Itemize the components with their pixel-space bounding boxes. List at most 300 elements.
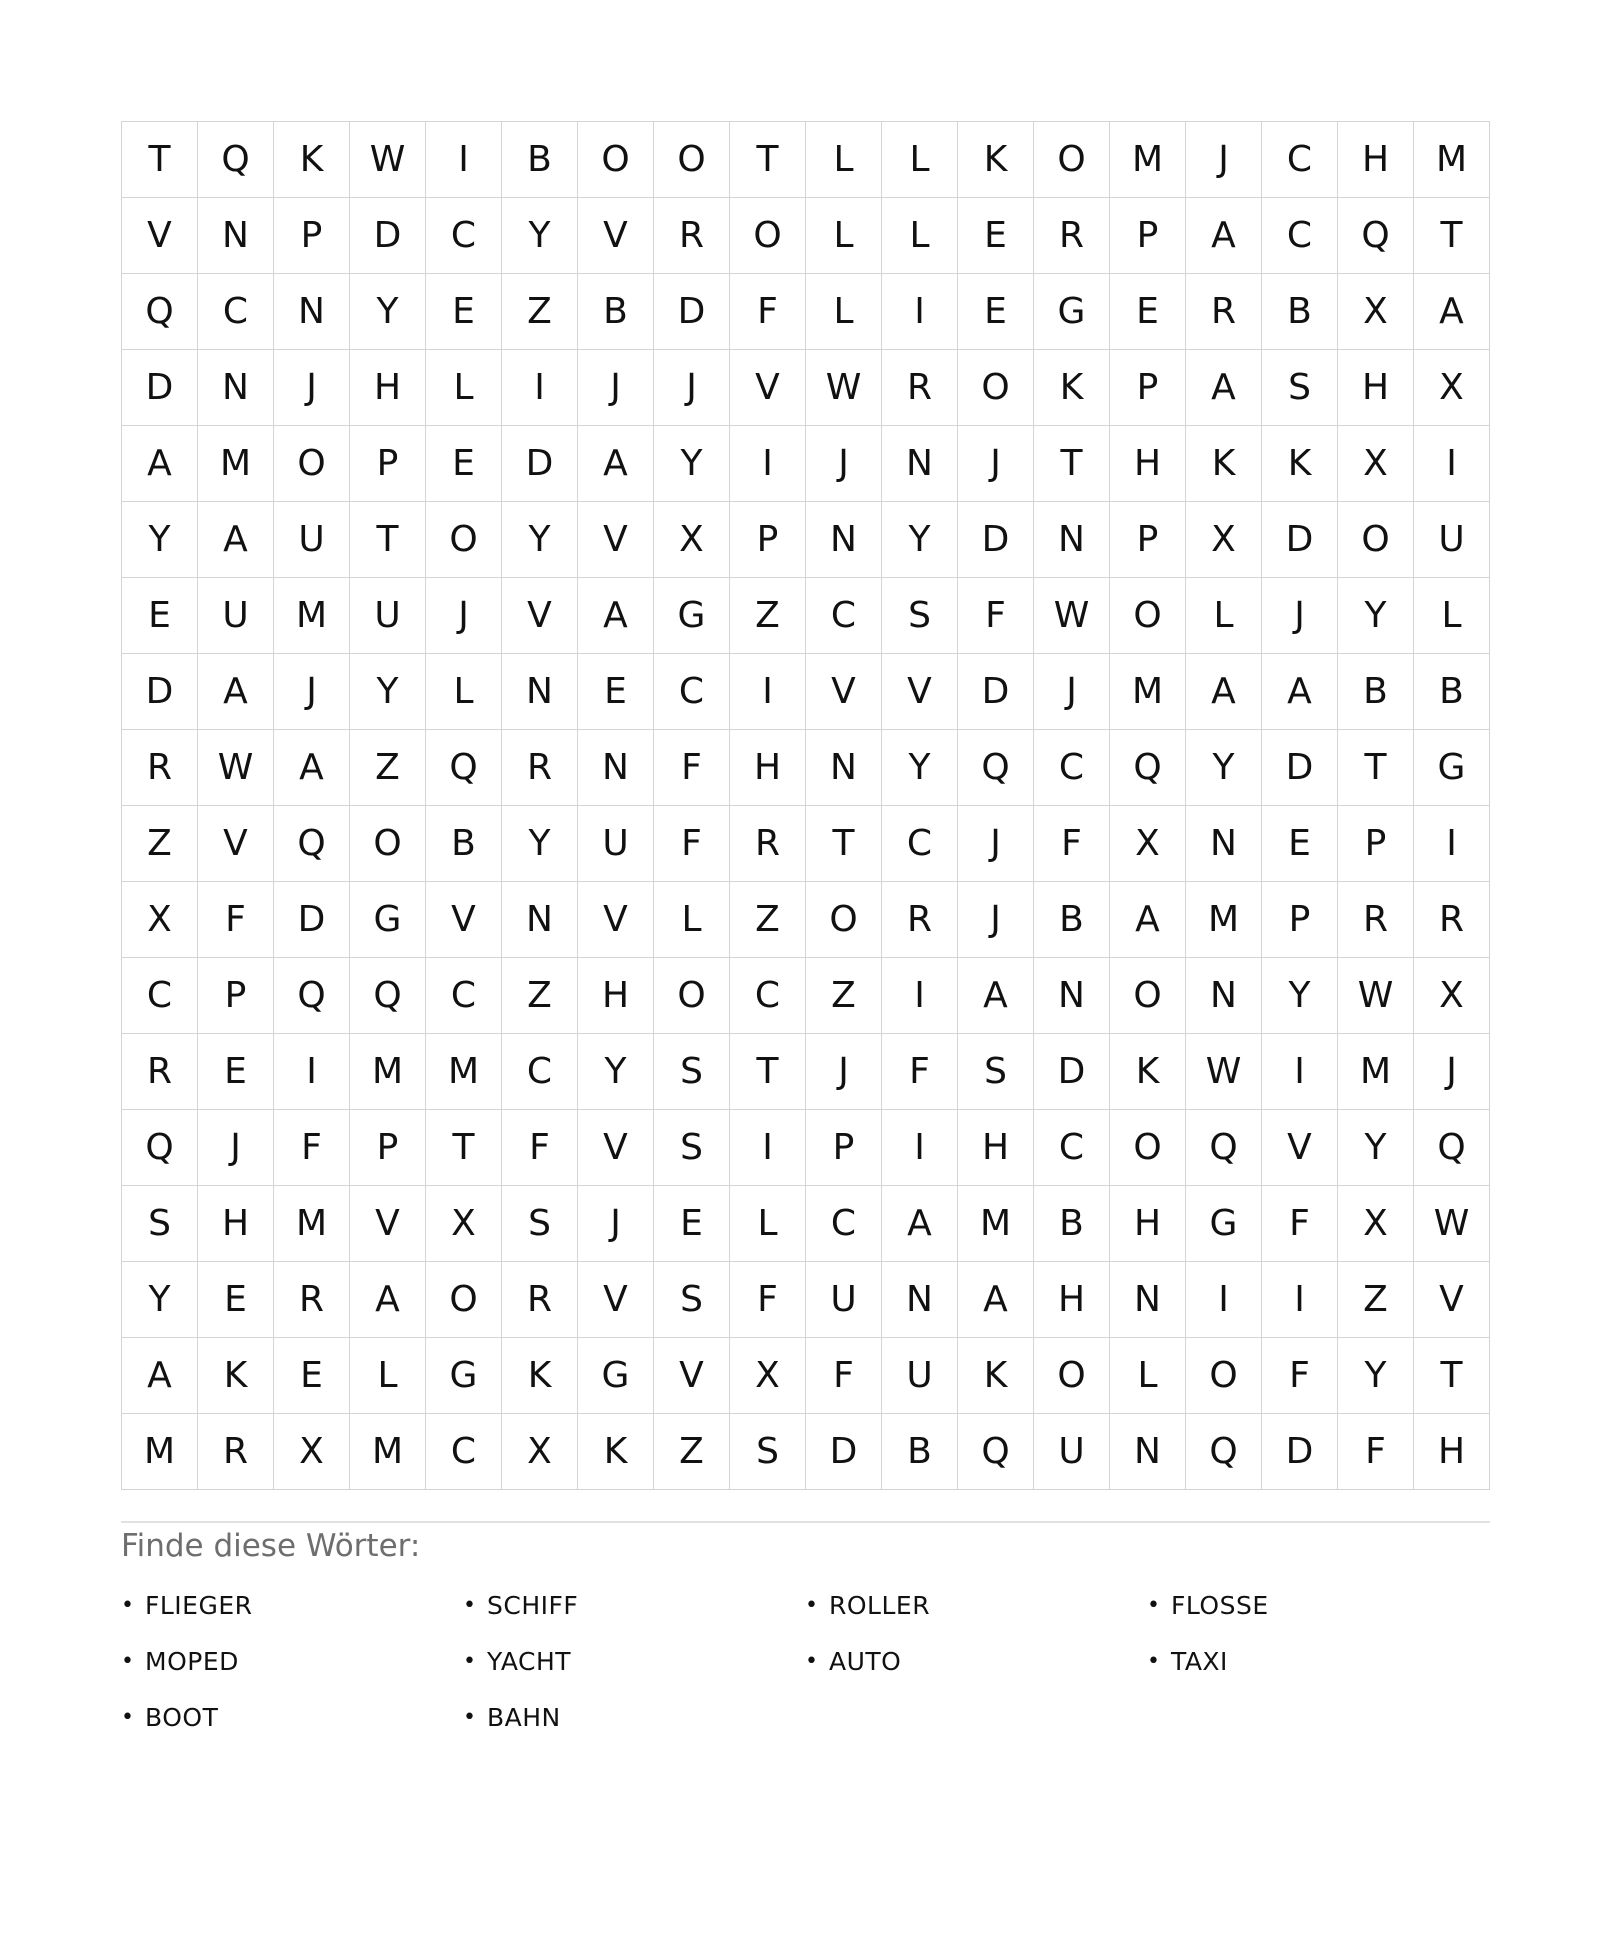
grid-cell[interactable]: I [502,350,578,426]
grid-cell[interactable]: Y [502,502,578,578]
grid-cell[interactable]: Z [122,806,198,882]
grid-cell[interactable]: N [1110,1414,1186,1490]
grid-cell[interactable]: W [1414,1186,1490,1262]
grid-cell[interactable]: C [198,274,274,350]
grid-cell[interactable]: X [1338,426,1414,502]
grid-cell[interactable]: M [350,1034,426,1110]
grid-cell[interactable]: O [1034,1338,1110,1414]
grid-cell[interactable]: Z [502,274,578,350]
grid-cell[interactable]: I [1262,1034,1338,1110]
grid-cell[interactable]: F [882,1034,958,1110]
grid-cell[interactable]: A [122,1338,198,1414]
grid-cell[interactable]: F [730,274,806,350]
grid-cell[interactable]: C [122,958,198,1034]
grid-cell[interactable]: H [198,1186,274,1262]
grid-cell[interactable]: L [654,882,730,958]
grid-cell[interactable]: G [654,578,730,654]
grid-cell[interactable]: I [730,1110,806,1186]
grid-cell[interactable]: S [882,578,958,654]
grid-cell[interactable]: D [1034,1034,1110,1110]
grid-cell[interactable]: Y [578,1034,654,1110]
grid-cell[interactable]: H [1110,426,1186,502]
grid-cell[interactable]: V [578,1262,654,1338]
grid-cell[interactable]: D [958,654,1034,730]
grid-cell[interactable]: A [122,426,198,502]
grid-cell[interactable]: I [1414,426,1490,502]
grid-cell[interactable]: L [806,274,882,350]
grid-cell[interactable]: K [198,1338,274,1414]
grid-cell[interactable]: Q [350,958,426,1034]
grid-cell[interactable]: X [1186,502,1262,578]
grid-cell[interactable]: Y [1262,958,1338,1034]
grid-cell[interactable]: G [350,882,426,958]
grid-cell[interactable]: L [426,350,502,426]
grid-cell[interactable]: R [730,806,806,882]
grid-cell[interactable]: Q [274,806,350,882]
grid-cell[interactable]: X [1414,350,1490,426]
grid-cell[interactable]: M [1186,882,1262,958]
grid-cell[interactable]: B [1034,1186,1110,1262]
grid-cell[interactable]: Q [426,730,502,806]
grid-cell[interactable]: D [1262,730,1338,806]
grid-cell[interactable]: L [350,1338,426,1414]
grid-cell[interactable]: W [198,730,274,806]
grid-cell[interactable]: E [122,578,198,654]
grid-cell[interactable]: F [654,806,730,882]
grid-cell[interactable]: T [1338,730,1414,806]
grid-cell[interactable]: N [1110,1262,1186,1338]
grid-cell[interactable]: C [654,654,730,730]
grid-cell[interactable]: O [1110,578,1186,654]
grid-cell[interactable]: I [882,958,958,1034]
grid-cell[interactable]: U [198,578,274,654]
grid-cell[interactable]: K [958,1338,1034,1414]
grid-cell[interactable]: Y [122,502,198,578]
grid-cell[interactable]: K [1034,350,1110,426]
grid-cell[interactable]: N [1034,958,1110,1034]
grid-cell[interactable]: T [1034,426,1110,502]
grid-cell[interactable]: M [274,578,350,654]
grid-cell[interactable]: F [654,730,730,806]
grid-cell[interactable]: Y [882,502,958,578]
grid-cell[interactable]: N [806,730,882,806]
grid-cell[interactable]: E [578,654,654,730]
grid-cell[interactable]: D [806,1414,882,1490]
grid-cell[interactable]: X [1338,274,1414,350]
grid-cell[interactable]: R [654,198,730,274]
grid-cell[interactable]: V [882,654,958,730]
grid-cell[interactable]: O [730,198,806,274]
grid-cell[interactable]: I [274,1034,350,1110]
grid-cell[interactable]: Y [882,730,958,806]
grid-cell[interactable]: J [1186,122,1262,198]
grid-cell[interactable]: P [274,198,350,274]
grid-cell[interactable]: J [1262,578,1338,654]
grid-cell[interactable]: O [654,958,730,1034]
grid-cell[interactable]: O [578,122,654,198]
grid-cell[interactable]: R [122,730,198,806]
grid-cell[interactable]: P [198,958,274,1034]
grid-cell[interactable]: H [1110,1186,1186,1262]
grid-cell[interactable]: M [1414,122,1490,198]
grid-cell[interactable]: M [1110,654,1186,730]
grid-cell[interactable]: Q [1414,1110,1490,1186]
grid-cell[interactable]: X [654,502,730,578]
grid-cell[interactable]: G [426,1338,502,1414]
grid-cell[interactable]: D [654,274,730,350]
grid-cell[interactable]: Z [502,958,578,1034]
grid-cell[interactable]: Y [1338,1110,1414,1186]
grid-cell[interactable]: W [1034,578,1110,654]
grid-cell[interactable]: F [730,1262,806,1338]
grid-cell[interactable]: P [1110,350,1186,426]
grid-cell[interactable]: U [806,1262,882,1338]
grid-cell[interactable]: F [958,578,1034,654]
grid-cell[interactable]: E [654,1186,730,1262]
grid-cell[interactable]: H [578,958,654,1034]
grid-cell[interactable]: B [1414,654,1490,730]
grid-cell[interactable]: I [882,1110,958,1186]
grid-cell[interactable]: M [958,1186,1034,1262]
grid-cell[interactable]: L [1110,1338,1186,1414]
grid-cell[interactable]: J [426,578,502,654]
grid-cell[interactable]: M [198,426,274,502]
grid-cell[interactable]: L [882,122,958,198]
grid-cell[interactable]: D [1262,1414,1338,1490]
grid-cell[interactable]: O [1338,502,1414,578]
grid-cell[interactable]: Y [350,654,426,730]
grid-cell[interactable]: R [1338,882,1414,958]
grid-cell[interactable]: C [1034,730,1110,806]
grid-cell[interactable]: R [1186,274,1262,350]
grid-cell[interactable]: Y [1338,578,1414,654]
grid-cell[interactable]: H [1414,1414,1490,1490]
grid-cell[interactable]: B [578,274,654,350]
grid-cell[interactable]: P [350,1110,426,1186]
grid-cell[interactable]: J [578,350,654,426]
grid-cell[interactable]: Q [198,122,274,198]
grid-cell[interactable]: B [1262,274,1338,350]
grid-cell[interactable]: Y [502,198,578,274]
grid-cell[interactable]: N [502,882,578,958]
grid-cell[interactable]: N [1034,502,1110,578]
grid-cell[interactable]: U [578,806,654,882]
grid-cell[interactable]: I [1414,806,1490,882]
grid-cell[interactable]: L [426,654,502,730]
grid-cell[interactable]: O [426,502,502,578]
grid-cell[interactable]: J [958,426,1034,502]
grid-cell[interactable]: D [122,350,198,426]
grid-cell[interactable]: J [198,1110,274,1186]
grid-cell[interactable]: M [1338,1034,1414,1110]
grid-cell[interactable]: C [1262,122,1338,198]
grid-cell[interactable]: O [274,426,350,502]
grid-cell[interactable]: L [882,198,958,274]
grid-cell[interactable]: N [882,426,958,502]
grid-cell[interactable]: H [730,730,806,806]
grid-cell[interactable]: M [122,1414,198,1490]
grid-cell[interactable]: A [578,578,654,654]
grid-cell[interactable]: R [122,1034,198,1110]
grid-cell[interactable]: D [502,426,578,502]
grid-cell[interactable]: P [1262,882,1338,958]
grid-cell[interactable]: W [350,122,426,198]
grid-cell[interactable]: A [198,502,274,578]
grid-cell[interactable]: K [1186,426,1262,502]
grid-cell[interactable]: X [502,1414,578,1490]
grid-cell[interactable]: Y [350,274,426,350]
grid-cell[interactable]: V [502,578,578,654]
grid-cell[interactable]: A [958,958,1034,1034]
grid-cell[interactable]: D [122,654,198,730]
grid-cell[interactable]: Q [1110,730,1186,806]
grid-cell[interactable]: A [274,730,350,806]
grid-cell[interactable]: A [198,654,274,730]
grid-cell[interactable]: E [426,274,502,350]
grid-cell[interactable]: A [1110,882,1186,958]
grid-cell[interactable]: X [274,1414,350,1490]
grid-cell[interactable]: W [1338,958,1414,1034]
grid-cell[interactable]: S [502,1186,578,1262]
grid-cell[interactable]: A [1186,198,1262,274]
grid-cell[interactable]: E [1262,806,1338,882]
grid-cell[interactable]: O [654,122,730,198]
grid-cell[interactable]: P [1110,502,1186,578]
grid-cell[interactable]: I [426,122,502,198]
grid-cell[interactable]: Y [502,806,578,882]
grid-cell[interactable]: E [958,274,1034,350]
grid-cell[interactable]: O [958,350,1034,426]
grid-cell[interactable]: F [502,1110,578,1186]
grid-cell[interactable]: Q [122,274,198,350]
grid-cell[interactable]: A [958,1262,1034,1338]
grid-cell[interactable]: J [1414,1034,1490,1110]
grid-cell[interactable]: P [1338,806,1414,882]
grid-cell[interactable]: J [578,1186,654,1262]
grid-cell[interactable]: J [958,806,1034,882]
grid-cell[interactable]: O [350,806,426,882]
grid-cell[interactable]: N [502,654,578,730]
grid-cell[interactable]: G [1034,274,1110,350]
grid-cell[interactable]: U [1034,1414,1110,1490]
grid-cell[interactable]: U [274,502,350,578]
grid-cell[interactable]: Z [654,1414,730,1490]
grid-cell[interactable]: E [1110,274,1186,350]
grid-cell[interactable]: K [958,122,1034,198]
grid-cell[interactable]: H [350,350,426,426]
grid-cell[interactable]: M [274,1186,350,1262]
grid-cell[interactable]: F [1338,1414,1414,1490]
grid-cell[interactable]: X [1338,1186,1414,1262]
grid-cell[interactable]: C [730,958,806,1034]
grid-cell[interactable]: V [806,654,882,730]
grid-cell[interactable]: C [806,1186,882,1262]
grid-cell[interactable]: N [882,1262,958,1338]
grid-cell[interactable]: J [806,1034,882,1110]
grid-cell[interactable]: N [806,502,882,578]
grid-cell[interactable]: T [122,122,198,198]
grid-cell[interactable]: J [274,654,350,730]
grid-cell[interactable]: P [806,1110,882,1186]
grid-cell[interactable]: L [1414,578,1490,654]
grid-cell[interactable]: T [350,502,426,578]
grid-cell[interactable]: B [1034,882,1110,958]
grid-cell[interactable]: C [1262,198,1338,274]
grid-cell[interactable]: Z [806,958,882,1034]
grid-cell[interactable]: O [1186,1338,1262,1414]
grid-cell[interactable]: T [1414,198,1490,274]
grid-cell[interactable]: A [1262,654,1338,730]
grid-cell[interactable]: E [198,1034,274,1110]
grid-cell[interactable]: O [426,1262,502,1338]
grid-cell[interactable]: L [730,1186,806,1262]
grid-cell[interactable]: Q [958,730,1034,806]
grid-cell[interactable]: F [1262,1338,1338,1414]
grid-cell[interactable]: V [578,198,654,274]
grid-cell[interactable]: S [1262,350,1338,426]
grid-cell[interactable]: L [806,122,882,198]
grid-cell[interactable]: I [730,654,806,730]
grid-cell[interactable]: C [1034,1110,1110,1186]
grid-cell[interactable]: C [882,806,958,882]
grid-cell[interactable]: Q [274,958,350,1034]
grid-cell[interactable]: N [578,730,654,806]
grid-cell[interactable]: N [1186,806,1262,882]
grid-cell[interactable]: A [350,1262,426,1338]
grid-cell[interactable]: L [1186,578,1262,654]
grid-cell[interactable]: N [198,350,274,426]
grid-cell[interactable]: B [502,122,578,198]
grid-cell[interactable]: H [1338,350,1414,426]
grid-cell[interactable]: K [274,122,350,198]
grid-cell[interactable]: G [1414,730,1490,806]
grid-cell[interactable]: N [274,274,350,350]
grid-cell[interactable]: G [578,1338,654,1414]
grid-cell[interactable]: S [730,1414,806,1490]
grid-cell[interactable]: V [730,350,806,426]
grid-cell[interactable]: R [1414,882,1490,958]
grid-cell[interactable]: S [654,1034,730,1110]
grid-cell[interactable]: U [1414,502,1490,578]
grid-cell[interactable]: V [578,502,654,578]
grid-cell[interactable]: I [1186,1262,1262,1338]
grid-cell[interactable]: J [274,350,350,426]
grid-cell[interactable]: L [806,198,882,274]
grid-cell[interactable]: R [274,1262,350,1338]
grid-cell[interactable]: Y [122,1262,198,1338]
grid-cell[interactable]: R [882,350,958,426]
grid-cell[interactable]: J [958,882,1034,958]
grid-cell[interactable]: T [1414,1338,1490,1414]
grid-cell[interactable]: R [198,1414,274,1490]
grid-cell[interactable]: Q [1186,1110,1262,1186]
grid-cell[interactable]: H [1034,1262,1110,1338]
grid-cell[interactable]: R [882,882,958,958]
grid-cell[interactable]: N [1186,958,1262,1034]
grid-cell[interactable]: P [350,426,426,502]
grid-cell[interactable]: P [730,502,806,578]
grid-cell[interactable]: K [578,1414,654,1490]
grid-cell[interactable]: V [350,1186,426,1262]
grid-cell[interactable]: Y [654,426,730,502]
grid-cell[interactable]: B [882,1414,958,1490]
grid-cell[interactable]: A [578,426,654,502]
grid-cell[interactable]: S [958,1034,1034,1110]
grid-cell[interactable]: X [1414,958,1490,1034]
grid-cell[interactable]: T [426,1110,502,1186]
grid-cell[interactable]: C [426,958,502,1034]
grid-cell[interactable]: H [958,1110,1034,1186]
grid-cell[interactable]: E [958,198,1034,274]
grid-cell[interactable]: D [350,198,426,274]
grid-cell[interactable]: D [958,502,1034,578]
grid-cell[interactable]: F [198,882,274,958]
grid-cell[interactable]: C [426,198,502,274]
grid-cell[interactable]: V [578,1110,654,1186]
grid-cell[interactable]: M [350,1414,426,1490]
grid-cell[interactable]: M [426,1034,502,1110]
grid-cell[interactable]: Z [730,578,806,654]
grid-cell[interactable]: C [806,578,882,654]
grid-cell[interactable]: O [1034,122,1110,198]
grid-cell[interactable]: Q [122,1110,198,1186]
grid-cell[interactable]: V [654,1338,730,1414]
grid-cell[interactable]: O [1110,958,1186,1034]
grid-cell[interactable]: Z [730,882,806,958]
grid-cell[interactable]: T [730,122,806,198]
grid-cell[interactable]: G [1186,1186,1262,1262]
grid-cell[interactable]: N [198,198,274,274]
grid-cell[interactable]: F [1034,806,1110,882]
grid-cell[interactable]: X [1110,806,1186,882]
grid-cell[interactable]: Z [350,730,426,806]
grid-cell[interactable]: W [1186,1034,1262,1110]
grid-cell[interactable]: S [122,1186,198,1262]
grid-cell[interactable]: K [1262,426,1338,502]
grid-cell[interactable]: B [1338,654,1414,730]
grid-cell[interactable]: I [1262,1262,1338,1338]
grid-cell[interactable]: D [274,882,350,958]
grid-cell[interactable]: B [426,806,502,882]
grid-cell[interactable]: Q [1186,1414,1262,1490]
grid-cell[interactable]: A [1414,274,1490,350]
grid-cell[interactable]: U [882,1338,958,1414]
grid-cell[interactable]: Y [1186,730,1262,806]
grid-cell[interactable]: W [806,350,882,426]
grid-cell[interactable]: I [730,426,806,502]
grid-cell[interactable]: K [502,1338,578,1414]
grid-cell[interactable]: S [654,1262,730,1338]
grid-cell[interactable]: P [1110,198,1186,274]
grid-cell[interactable]: Z [1338,1262,1414,1338]
grid-cell[interactable]: A [1186,654,1262,730]
grid-cell[interactable]: O [1110,1110,1186,1186]
grid-cell[interactable]: J [806,426,882,502]
grid-cell[interactable]: E [274,1338,350,1414]
grid-cell[interactable]: F [274,1110,350,1186]
grid-cell[interactable]: J [1034,654,1110,730]
grid-cell[interactable]: V [1262,1110,1338,1186]
grid-cell[interactable]: M [1110,122,1186,198]
grid-cell[interactable]: E [426,426,502,502]
grid-cell[interactable]: V [578,882,654,958]
grid-cell[interactable]: C [502,1034,578,1110]
grid-cell[interactable]: R [502,1262,578,1338]
grid-cell[interactable]: S [654,1110,730,1186]
grid-cell[interactable]: J [654,350,730,426]
grid-cell[interactable]: F [1262,1186,1338,1262]
grid-cell[interactable]: R [502,730,578,806]
